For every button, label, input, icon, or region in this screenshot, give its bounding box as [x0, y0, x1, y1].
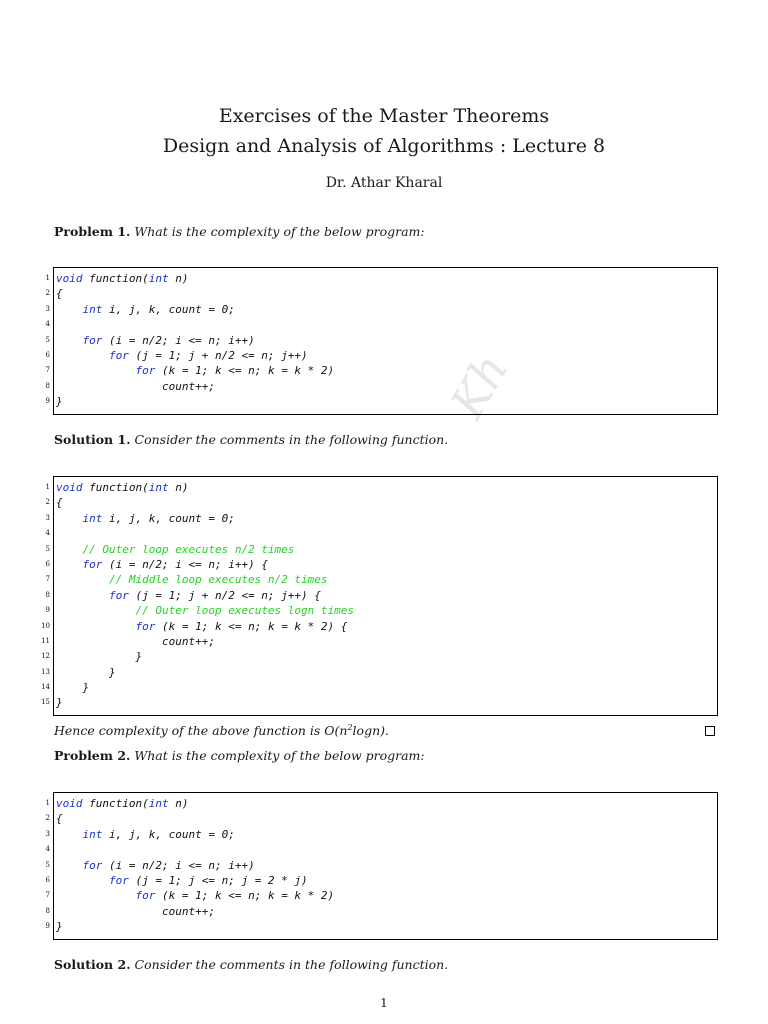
line-number: 7 — [45, 366, 50, 375]
line-number: 12 — [41, 652, 50, 661]
line-number: 4 — [45, 320, 50, 329]
title-line-1: Exercises of the Master Theorems — [218, 105, 550, 127]
code-line — [45, 348, 717, 363]
code-text: { — [56, 287, 63, 301]
code-block-problem-1 — [45, 267, 718, 415]
code-line — [45, 363, 717, 378]
line-number: 10 — [41, 621, 50, 630]
code-line — [45, 495, 717, 510]
line-number: 1 — [45, 483, 50, 491]
line-number: 6 — [45, 875, 50, 884]
line-number: 2 — [45, 814, 50, 823]
line-number: 5 — [45, 544, 50, 553]
solution-2-text: Consider the comments in the following function. — [134, 957, 449, 972]
code-line — [45, 333, 717, 348]
line-number: 2 — [45, 289, 50, 298]
code-line — [45, 271, 717, 286]
code-line — [45, 572, 717, 587]
line-number: 3 — [45, 513, 50, 522]
code-line — [45, 811, 717, 826]
line-number: 6 — [45, 350, 50, 359]
solution-1 — [54, 432, 448, 447]
conclusion-suffix: logn). — [352, 723, 389, 739]
line-number: 14 — [41, 683, 50, 692]
code-block-problem-2 — [45, 792, 718, 940]
watermark: Kh — [440, 344, 519, 427]
line-number: 9 — [45, 922, 50, 931]
code-line — [41, 665, 717, 680]
code-text — [54, 843, 56, 856]
code-line — [45, 302, 717, 317]
code-text: int i, j, k, count = 0; — [82, 827, 235, 841]
line-number: 15 — [41, 698, 50, 707]
line-number: 7 — [45, 575, 50, 584]
code-text: } — [56, 681, 90, 695]
code-line — [45, 379, 717, 394]
code-text: count++; — [56, 379, 215, 393]
title-line-2: Design and Analysis of Algorithms : Lecture 8 — [162, 135, 606, 157]
code-text — [54, 318, 56, 331]
code-text: int i, j, k, count = 0; — [82, 511, 235, 525]
conclusion-prefix: Hence complexity of the above function is O(n — [54, 723, 348, 739]
author: Dr. Athar Kharal — [325, 175, 443, 191]
problem-2-text: What is the complexity of the below program: — [134, 748, 425, 763]
code-line — [45, 526, 717, 541]
code-line — [45, 394, 717, 409]
code-text: // Middle loop executes n/2 times — [108, 573, 328, 587]
code-line — [41, 634, 717, 649]
line-number: 1 — [45, 274, 50, 282]
code-text: for (i = n/2; i <= n; i++) { — [82, 557, 268, 571]
problem-1-label: Problem 1. — [54, 224, 131, 239]
code-block-solution-1 — [41, 476, 718, 716]
code-text: } — [56, 696, 63, 710]
line-number: 7 — [45, 891, 50, 900]
code-text: void function(int n) — [56, 481, 189, 494]
code-text: for (j = 1; j + n/2 <= n; j++) { — [108, 588, 321, 602]
line-number: 3 — [45, 304, 50, 313]
code-line — [45, 588, 717, 603]
line-number: 4 — [45, 845, 50, 854]
solution-1-label: Solution 1. — [54, 432, 131, 447]
code-line — [41, 619, 717, 634]
code-text: count++; — [56, 634, 215, 648]
code-text: void function(int n) — [56, 272, 189, 285]
code-line — [45, 542, 717, 557]
code-text: for (j = 1; j + n/2 <= n; j++) — [108, 348, 308, 362]
code-text: } — [56, 650, 143, 664]
code-text: } — [56, 395, 63, 409]
line-number: 2 — [45, 498, 50, 507]
line-number: 8 — [45, 906, 50, 915]
problem-1 — [54, 224, 425, 239]
problem-2-label: Problem 2. — [54, 748, 131, 763]
code-text: // Outer loop executes logn times — [135, 604, 355, 618]
code-text: count++; — [56, 904, 215, 918]
code-text: for (i = n/2; i <= n; i++) — [82, 333, 255, 347]
line-number: 8 — [45, 590, 50, 599]
line-number: 9 — [45, 606, 50, 615]
code-line — [45, 904, 717, 919]
code-line — [45, 873, 717, 888]
code-text: for (k = 1; k <= n; k = k * 2) — [135, 364, 335, 378]
code-text: // Outer loop executes n/2 times — [82, 542, 295, 556]
code-line — [45, 842, 717, 857]
code-line — [45, 480, 717, 495]
code-line — [45, 317, 717, 332]
code-line — [45, 557, 717, 572]
code-line — [45, 286, 717, 301]
code-line — [41, 695, 717, 710]
code-text: for (k = 1; k <= n; k = k * 2) — [135, 889, 335, 903]
code-text — [54, 527, 56, 540]
code-line — [45, 858, 717, 873]
line-number: 11 — [41, 636, 50, 645]
code-line — [45, 827, 717, 842]
code-text: { — [56, 496, 63, 510]
line-number: 3 — [45, 829, 50, 838]
line-number: 8 — [45, 381, 50, 390]
line-number: 1 — [45, 799, 50, 807]
code-line — [45, 796, 717, 811]
code-text: { — [56, 812, 63, 826]
line-number: 4 — [45, 529, 50, 538]
solution-1-conclusion — [54, 723, 389, 738]
qed-square-icon — [705, 726, 715, 736]
code-text: void function(int n) — [56, 797, 189, 810]
code-text: int i, j, k, count = 0; — [82, 302, 235, 316]
line-number: 5 — [45, 335, 50, 344]
line-number: 13 — [41, 667, 50, 676]
code-line — [41, 680, 717, 695]
code-text: for (k = 1; k <= n; k = k * 2) { — [135, 619, 348, 633]
code-line — [45, 919, 717, 934]
code-text: } — [56, 665, 116, 679]
problem-2 — [54, 748, 425, 763]
solution-2-label: Solution 2. — [54, 957, 131, 972]
code-text: for (j = 1; j <= n; j = 2 * j) — [108, 873, 308, 887]
solution-1-text: Consider the comments in the following function. — [134, 432, 449, 447]
code-text: } — [56, 920, 63, 934]
code-line — [45, 511, 717, 526]
code-text: for (i = n/2; i <= n; i++) — [82, 858, 255, 872]
line-number: 5 — [45, 860, 50, 869]
code-line — [45, 888, 717, 903]
line-number: 6 — [45, 559, 50, 568]
line-number: 9 — [45, 397, 50, 406]
page-number: 1 — [380, 996, 388, 1010]
problem-1-text: What is the complexity of the below program: — [134, 224, 425, 239]
document-title — [0, 101, 768, 161]
conclusion-superscript: 2 — [347, 723, 353, 732]
code-line — [45, 603, 717, 618]
solution-2 — [54, 957, 448, 972]
code-line — [41, 649, 717, 664]
